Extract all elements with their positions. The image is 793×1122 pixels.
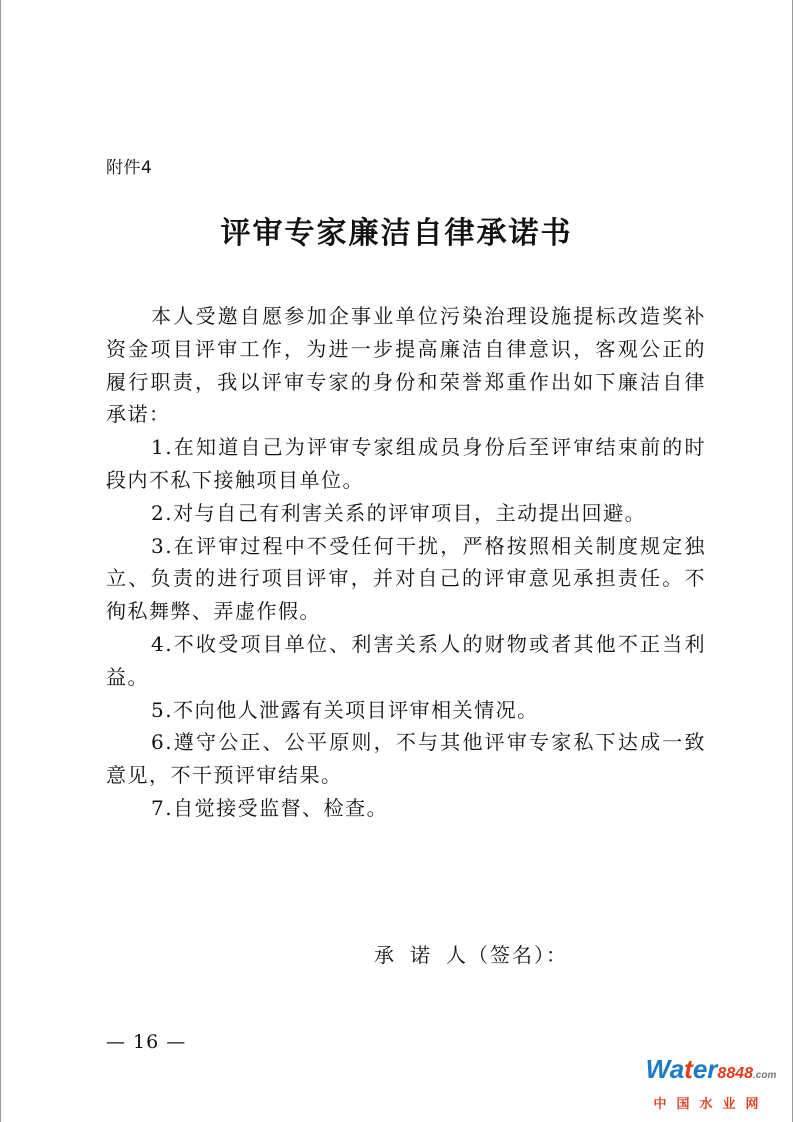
watermark-brand-part2: er: [692, 1054, 718, 1084]
document-title: 评审专家廉洁自律承诺书: [220, 216, 573, 251]
commitment-item-1: 1.在知道自己为评审专家组成员身份后至评审结束前的时段内不私下接触项目单位。: [106, 435, 706, 492]
document-body: [106, 300, 706, 825]
watermark-logo: [641, 1056, 781, 1112]
commitment-item-5: 5.不向他人泄露有关项目评审相关情况。: [151, 697, 539, 722]
signature-line: [374, 939, 568, 968]
watermark-domain: .com: [753, 1070, 777, 1081]
commitment-item-6: 6.遵守公正、公平原则，不与其他评审专家私下达成一致意见，不干预评审结果。: [106, 730, 706, 788]
signature-label-char-2: 诺: [410, 943, 432, 967]
attachment-label: 附件4: [106, 158, 153, 178]
intro-paragraph: 本人受邀自愿参加企事业单位污染治理设施提标改造奖补资金项目评审工作，为进一步提高廉洁自律意识，客观公正的履行职责，我以评审专家的身份和荣誉郑重作出如下廉洁自律承诺：: [106, 304, 706, 427]
watermark-brand-part1: Wa: [645, 1054, 685, 1084]
signature-label-char-1: 承: [374, 943, 396, 967]
commitment-item-4: 4.不收受项目单位、利害关系人的财物或者其他不正当利益。: [106, 631, 706, 689]
watermark-brand-accent: t: [684, 1054, 693, 1084]
watermark-brand: [641, 1056, 781, 1089]
page-border-left: [0, 0, 1, 1122]
signature-label-suffix: （签名）：: [468, 943, 568, 967]
signature-label-char-3: 人: [446, 943, 468, 967]
watermark-tagline: 中国水业网: [653, 1096, 769, 1111]
page-number: — 16 —: [106, 1031, 187, 1053]
watermark-number: 8848: [717, 1065, 754, 1082]
commitment-item-3: 3.在评审过程中不受任何干扰，严格按照相关制度规定独立、负责的进行项目评审，并对自己的评审意见承担责任。不徇私舞弊、弄虚作假。: [106, 533, 706, 624]
commitment-item-2: 2.对与自己有利害关系的评审项目，主动提出回避。: [151, 500, 647, 525]
commitment-item-7: 7.自觉接受监督、检查。: [151, 795, 389, 820]
